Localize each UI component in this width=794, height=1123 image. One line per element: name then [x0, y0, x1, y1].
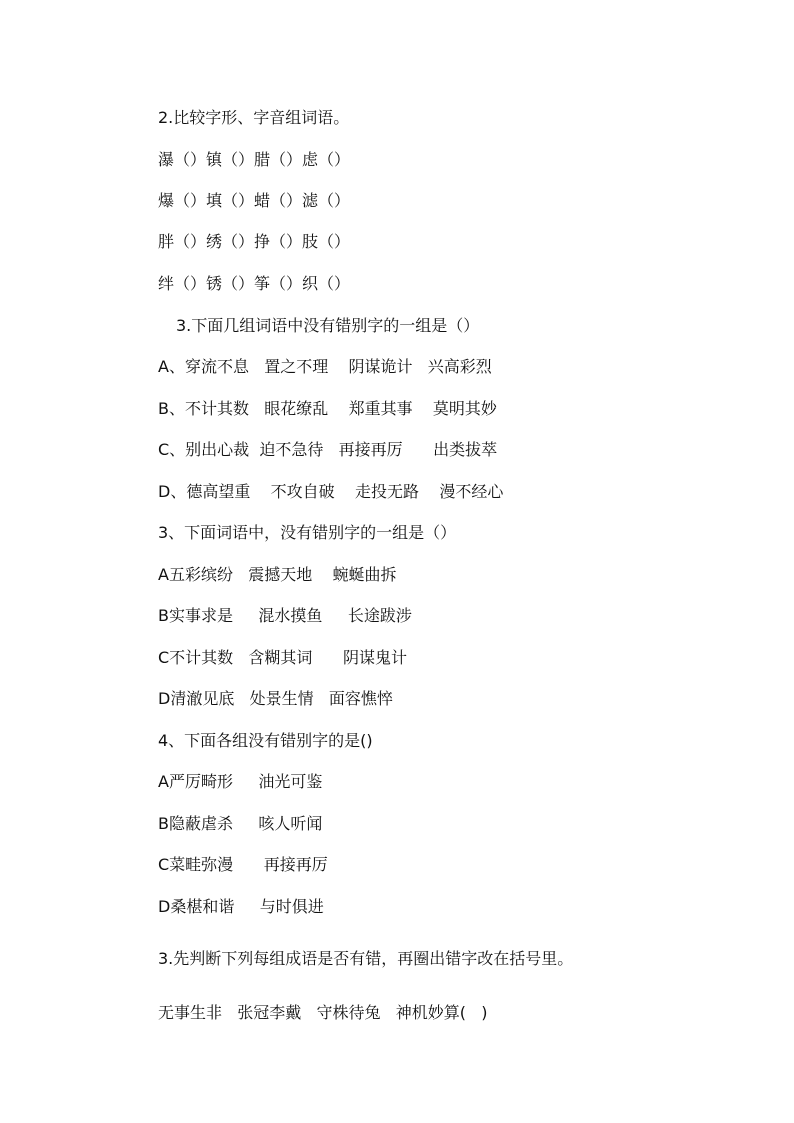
option-c: C不计其数 含糊其词 阴谋鬼计: [158, 648, 407, 667]
option-b: B隐蔽虐杀 咳人听闻: [158, 814, 323, 833]
question-3c-title: 3.先判断下列每组成语是否有错，再圈出错字改在括号里。: [158, 949, 574, 968]
option-d: D、德高望重 不攻自破 走投无路 漫不经心: [158, 482, 504, 501]
char-row-1: 瀑（）镇（）腊（）虑（）: [158, 150, 351, 169]
char-row-3: 胖（）绣（）挣（）肢（）: [158, 232, 351, 251]
option-a: A严厉畸形 油光可鉴: [158, 772, 323, 791]
question-3b-title: 3、下面词语中，没有错别字的一组是（）: [158, 523, 457, 542]
option-c: C菜畦弥漫 再接再厉: [158, 855, 328, 874]
char-row-4: 绊（）锈（）筝（）织（）: [158, 274, 351, 293]
option-d: D桑椹和谐 与时俱进: [158, 897, 324, 916]
option-c: C、别出心裁 迫不急待 再接再厉 出类拔萃: [158, 440, 498, 459]
question-4-title: 4、下面各组没有错别字的是(): [158, 731, 373, 750]
option-d: D清澈见底 处景生情 面容憔悴: [158, 689, 393, 708]
option-b: B、不计其数 眼花缭乱 郑重其事 莫明其妙: [158, 399, 497, 418]
char-row-2: 爆（）填（）蜡（）滤（）: [158, 191, 351, 210]
option-a: A五彩缤纷 震撼天地 蜿蜒曲拆: [158, 565, 397, 584]
option-b: B实事求是 混水摸鱼 长途跋涉: [158, 606, 412, 625]
idiom-row: 无事生非 张冠李戴 守株待兔 神机妙算( ): [158, 1003, 488, 1022]
question-2-title: 2.比较字形、字音组词语。: [158, 108, 350, 127]
question-3a-title: 3.下面几组词语中没有错别字的一组是（）: [176, 316, 480, 335]
option-a: A、穿流不息 置之不理 阴谋诡计 兴高彩烈: [158, 357, 492, 376]
